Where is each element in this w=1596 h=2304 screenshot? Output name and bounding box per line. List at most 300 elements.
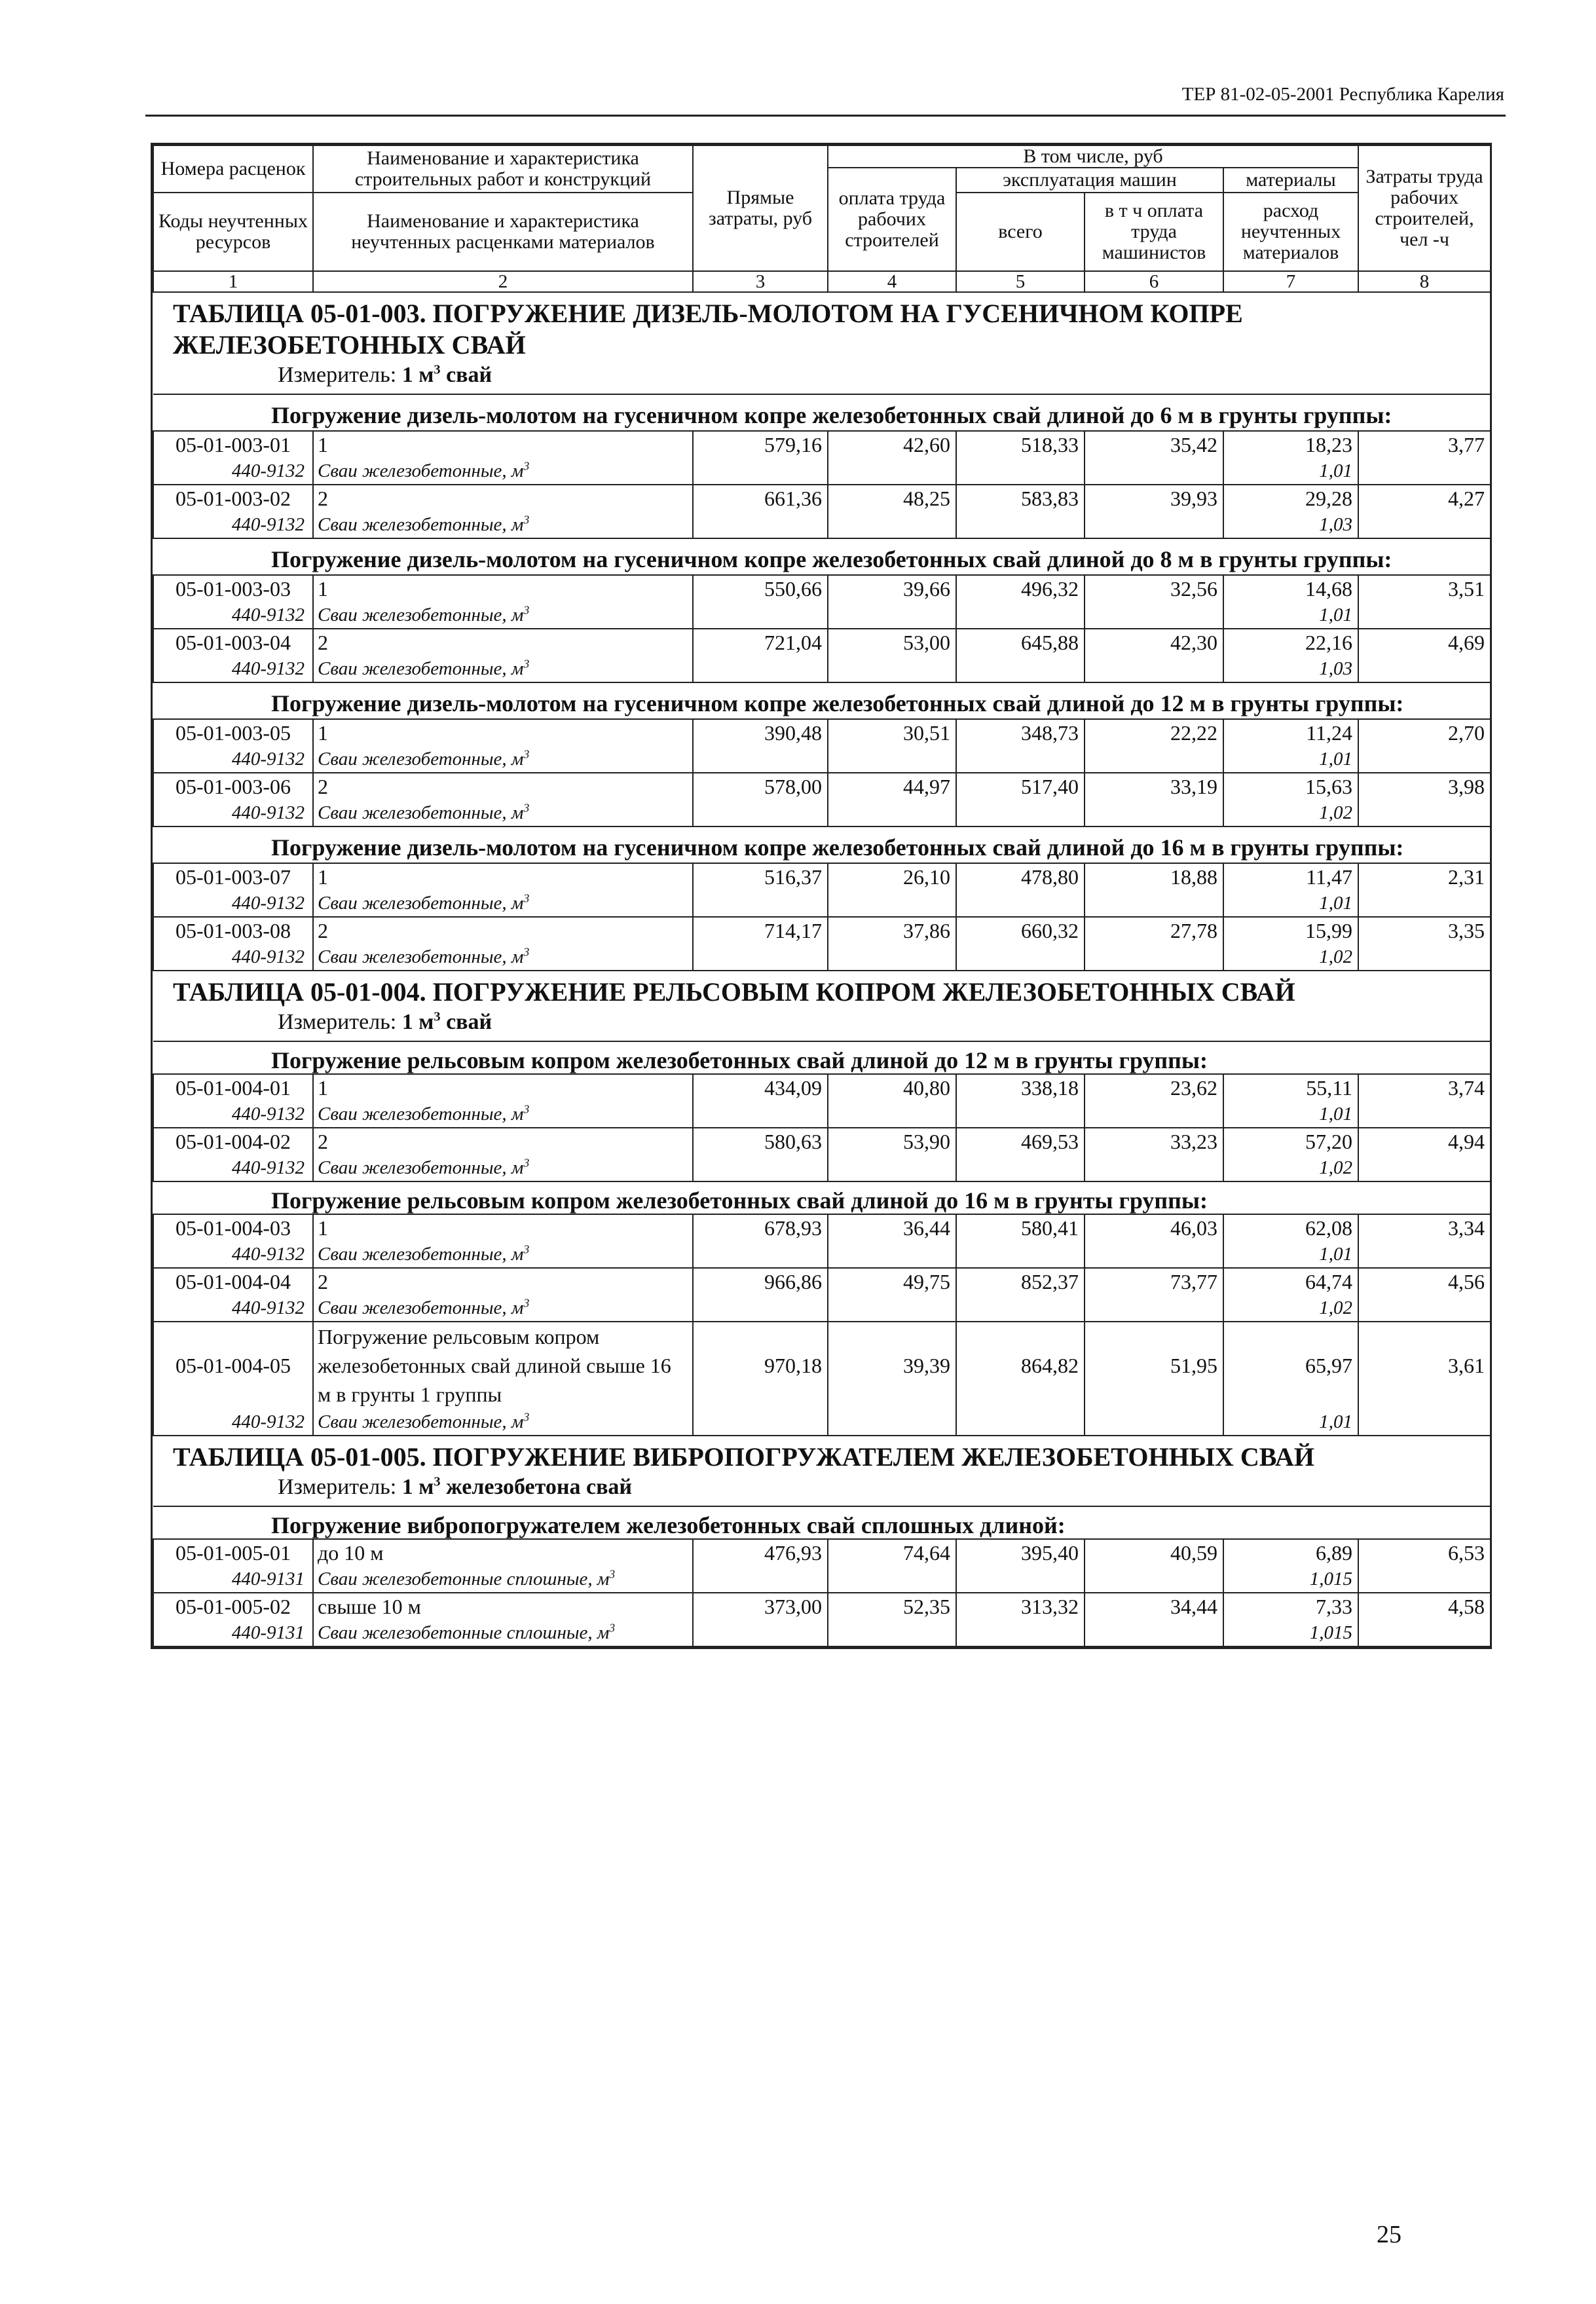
rate-code: 05-01-004-04 [153, 1268, 313, 1295]
measure-object: свай [440, 1010, 492, 1034]
measure-unit: 1 м [401, 363, 434, 387]
empty-cell [956, 800, 1085, 827]
materials-cost: 18,23 [1223, 431, 1358, 458]
empty-cell [693, 458, 828, 485]
machines-total: 478,80 [956, 863, 1085, 890]
labor-hours: 3,98 [1358, 773, 1491, 800]
direct-costs: 580,63 [693, 1128, 828, 1155]
rate-code: 05-01-004-02 [153, 1128, 313, 1155]
table-title-row [153, 292, 1491, 394]
rate-description: 2 [313, 1128, 693, 1155]
empty-cell [956, 1566, 1085, 1593]
resource-quantity: 1,01 [1223, 1409, 1358, 1436]
rate-row [153, 1128, 1491, 1155]
resource-code: 440-9132 [153, 1155, 313, 1181]
column-number: 3 [693, 271, 828, 292]
rates-table [153, 145, 1491, 1647]
labor-hours: 3,51 [1358, 575, 1491, 602]
empty-cell [828, 458, 956, 485]
resource-unit-exponent: 3 [523, 747, 530, 761]
table-header [153, 145, 1491, 292]
empty-cell [693, 746, 828, 773]
resource-name-text: Сваи железобетонные, м [318, 658, 524, 679]
empty-cell [693, 1155, 828, 1181]
direct-costs: 966,86 [693, 1268, 828, 1295]
rate-code: 05-01-003-06 [153, 773, 313, 800]
resource-name [313, 1566, 693, 1593]
table-title-row [153, 1436, 1491, 1506]
machines-total: 864,82 [956, 1322, 1085, 1409]
measure-unit-exponent: 3 [434, 1474, 441, 1489]
machines-total: 580,41 [956, 1214, 1085, 1241]
resource-quantity: 1,02 [1223, 1155, 1358, 1181]
resource-code: 440-9132 [153, 746, 313, 773]
resource-unit-exponent: 3 [523, 1156, 530, 1170]
col-rate-number-header: Номера расценок [153, 145, 313, 193]
resource-row [153, 1620, 1491, 1646]
materials-cost: 55,11 [1223, 1074, 1358, 1101]
resource-name-text: Сваи железобетонные, м [318, 946, 524, 967]
column-number: 4 [828, 271, 956, 292]
empty-cell [828, 1155, 956, 1181]
group-title-row [153, 1506, 1491, 1539]
direct-costs: 578,00 [693, 773, 828, 800]
resource-row [153, 511, 1491, 538]
materials-cost: 6,89 [1223, 1539, 1358, 1566]
labor-hours: 6,53 [1358, 1539, 1491, 1566]
rate-code: 05-01-003-08 [153, 917, 313, 944]
resource-code: 440-9132 [153, 602, 313, 629]
direct-costs: 678,93 [693, 1214, 828, 1241]
resource-quantity: 1,01 [1223, 458, 1358, 485]
empty-cell [1358, 1620, 1491, 1646]
measure-value [402, 363, 492, 387]
measure-object: железобетона свай [440, 1475, 633, 1499]
direct-costs: 721,04 [693, 629, 828, 656]
rate-description: 1 [313, 1074, 693, 1101]
group-title-row [153, 1181, 1491, 1214]
empty-cell [828, 1620, 956, 1646]
empty-cell [828, 656, 956, 682]
empty-cell [693, 1295, 828, 1322]
labor-hours: 3,74 [1358, 1074, 1491, 1101]
labor-hours: 3,35 [1358, 917, 1491, 944]
resource-quantity: 1,015 [1223, 1566, 1358, 1593]
column-numbers-row [153, 271, 1491, 292]
machinist-pay: 51,95 [1085, 1322, 1223, 1409]
empty-cell [956, 944, 1085, 971]
machinist-pay: 18,88 [1085, 863, 1223, 890]
rate-row [153, 1593, 1491, 1620]
empty-cell [1358, 1101, 1491, 1128]
labor-pay: 52,35 [828, 1593, 956, 1620]
empty-cell [828, 890, 956, 917]
empty-cell [956, 1295, 1085, 1322]
labor-pay: 74,64 [828, 1539, 956, 1566]
page-number: 25 [1377, 2221, 1401, 2248]
resource-unit-exponent: 3 [523, 1410, 530, 1424]
labor-hours: 4,58 [1358, 1593, 1491, 1620]
empty-cell [693, 890, 828, 917]
empty-cell [1085, 458, 1223, 485]
group-title-row [153, 682, 1491, 719]
machines-total: 518,33 [956, 431, 1085, 458]
empty-cell [956, 511, 1085, 538]
labor-pay: 53,90 [828, 1128, 956, 1155]
resource-name-text: Сваи железобетонные, м [318, 1411, 524, 1432]
resource-code: 440-9132 [153, 1295, 313, 1322]
measure-label: Измеритель: [278, 1010, 397, 1034]
empty-cell [1085, 1295, 1223, 1322]
empty-cell [1358, 1295, 1491, 1322]
resource-row [153, 656, 1491, 682]
resource-unit-exponent: 3 [523, 1102, 530, 1116]
resource-quantity: 1,01 [1223, 1241, 1358, 1268]
empty-cell [1085, 602, 1223, 629]
resource-name [313, 944, 693, 971]
rate-row [153, 1074, 1491, 1101]
empty-cell [1358, 458, 1491, 485]
table-title-cell [153, 292, 1491, 394]
empty-cell [828, 1409, 956, 1436]
table-title-row [153, 971, 1491, 1041]
group-title-row [153, 538, 1491, 575]
machinist-pay: 22,22 [1085, 719, 1223, 746]
col-resource-code-header: Коды неучтенных ресурсов [153, 193, 313, 271]
rate-code: 05-01-005-02 [153, 1593, 313, 1620]
resource-code: 440-9132 [153, 890, 313, 917]
resource-name [313, 800, 693, 827]
machinist-pay: 73,77 [1085, 1268, 1223, 1295]
rate-description: 1 [313, 863, 693, 890]
labor-pay: 53,00 [828, 629, 956, 656]
empty-cell [1358, 1155, 1491, 1181]
resource-unit-exponent: 3 [609, 1621, 616, 1635]
empty-cell [828, 1566, 956, 1593]
empty-cell [1358, 800, 1491, 827]
resource-unit-exponent: 3 [523, 801, 530, 815]
materials-cost: 15,63 [1223, 773, 1358, 800]
rate-code: 05-01-003-02 [153, 485, 313, 511]
empty-cell [828, 800, 956, 827]
resource-code: 440-9132 [153, 1101, 313, 1128]
labor-pay: 48,25 [828, 485, 956, 511]
labor-pay: 30,51 [828, 719, 956, 746]
rate-description: 2 [313, 629, 693, 656]
labor-hours: 3,61 [1358, 1322, 1491, 1409]
group-title-row [153, 1041, 1491, 1074]
direct-costs: 373,00 [693, 1593, 828, 1620]
rate-row [153, 629, 1491, 656]
resource-code: 440-9131 [153, 1620, 313, 1646]
labor-hours: 2,70 [1358, 719, 1491, 746]
resource-row [153, 1241, 1491, 1268]
column-number: 8 [1358, 271, 1491, 292]
machinist-pay: 35,42 [1085, 431, 1223, 458]
empty-cell [693, 800, 828, 827]
empty-cell [828, 1241, 956, 1268]
resource-name-text: Сваи железобетонные, м [318, 802, 524, 823]
table-measure [173, 1473, 1471, 1502]
measure-unit-exponent: 3 [434, 362, 441, 377]
column-number: 7 [1223, 271, 1358, 292]
empty-cell [1085, 656, 1223, 682]
resource-row [153, 1155, 1491, 1181]
rate-row [153, 773, 1491, 800]
machines-total: 469,53 [956, 1128, 1085, 1155]
direct-costs: 550,66 [693, 575, 828, 602]
machines-total: 517,40 [956, 773, 1085, 800]
rate-description: 1 [313, 431, 693, 458]
resource-name [313, 511, 693, 538]
rate-code: 05-01-003-05 [153, 719, 313, 746]
col-direct-costs-header: Прямые затраты, руб [693, 145, 828, 271]
group-title: Погружение дизель-молотом на гусеничном копре железобетонных свай длиной до 12 м в грунты группы: [153, 682, 1491, 719]
col-machinist-pay-header: в т ч оплата труда машинистов [1085, 193, 1223, 271]
group-title: Погружение дизель-молотом на гусеничном копре железобетонных свай длиной до 16 м в грунты группы: [153, 827, 1491, 863]
resource-code: 440-9132 [153, 1241, 313, 1268]
materials-cost: 64,74 [1223, 1268, 1358, 1295]
labor-pay: 26,10 [828, 863, 956, 890]
empty-cell [956, 602, 1085, 629]
materials-cost: 11,24 [1223, 719, 1358, 746]
resource-code: 440-9132 [153, 800, 313, 827]
rate-code: 05-01-003-07 [153, 863, 313, 890]
resource-name-text: Сваи железобетонные, м [318, 1244, 524, 1265]
labor-hours: 4,94 [1358, 1128, 1491, 1155]
machinist-pay: 42,30 [1085, 629, 1223, 656]
rate-row [153, 1539, 1491, 1566]
col-materials-header: материалы [1223, 168, 1358, 193]
empty-cell [693, 1241, 828, 1268]
resource-unit-exponent: 3 [523, 1242, 530, 1256]
resource-row [153, 746, 1491, 773]
table-title: ТАБЛИЦА 05-01-003. ПОГРУЖЕНИЕ ДИЗЕЛЬ-МОЛОТОМ НА ГУСЕНИЧНОМ КОПРЕ ЖЕЛЕЗОБЕТОННЫХ СВАЙ [173, 299, 1243, 360]
measure-unit-exponent: 3 [434, 1009, 441, 1024]
empty-cell [1085, 1241, 1223, 1268]
materials-cost: 15,99 [1223, 917, 1358, 944]
machinist-pay: 39,93 [1085, 485, 1223, 511]
resource-name-text: Сваи железобетонные, м [318, 514, 524, 535]
empty-cell [1358, 944, 1491, 971]
empty-cell [693, 656, 828, 682]
col-labor-pay-header: оплата труда рабочих строителей [828, 168, 956, 271]
rate-description: 2 [313, 485, 693, 511]
resource-quantity: 1,015 [1223, 1620, 1358, 1646]
col-machines-total-header: всего [956, 193, 1085, 271]
rate-row [153, 1268, 1491, 1295]
rates-table-frame [151, 143, 1492, 1649]
resource-name [313, 1155, 693, 1181]
rate-description: до 10 м [313, 1539, 693, 1566]
header-row-1 [153, 145, 1491, 168]
table-measure [173, 361, 1471, 390]
empty-cell [693, 944, 828, 971]
resource-unit-exponent: 3 [523, 459, 530, 473]
group-title-row [153, 827, 1491, 863]
resource-row [153, 602, 1491, 629]
rate-row [153, 719, 1491, 746]
labor-hours: 2,31 [1358, 863, 1491, 890]
rate-code: 05-01-004-05 [153, 1322, 313, 1409]
empty-cell [828, 511, 956, 538]
rate-description: 1 [313, 575, 693, 602]
resource-name-text: Сваи железобетонные, м [318, 1104, 524, 1124]
resource-quantity: 1,02 [1223, 800, 1358, 827]
resource-code: 440-9132 [153, 656, 313, 682]
group-title: Погружение рельсовым копром железобетонных свай длиной до 16 м в грунты группы: [153, 1181, 1491, 1214]
materials-cost: 57,20 [1223, 1128, 1358, 1155]
group-title: Погружение дизель-молотом на гусеничном копре железобетонных свай длиной до 8 м в грунты группы: [153, 538, 1491, 575]
table-title-cell [153, 971, 1491, 1041]
rate-description: 2 [313, 1268, 693, 1295]
machinist-pay: 40,59 [1085, 1539, 1223, 1566]
labor-pay: 37,86 [828, 917, 956, 944]
labor-hours: 3,77 [1358, 431, 1491, 458]
resource-name [313, 1241, 693, 1268]
document-header: ТЕР 81-02-05-2001 Республика Карелия [1181, 84, 1504, 105]
rate-code: 05-01-005-01 [153, 1539, 313, 1566]
empty-cell [1085, 944, 1223, 971]
materials-cost: 11,47 [1223, 863, 1358, 890]
column-number: 5 [956, 271, 1085, 292]
rate-description: 1 [313, 1214, 693, 1241]
labor-pay: 39,39 [828, 1322, 956, 1409]
resource-row [153, 1409, 1491, 1436]
empty-cell [1085, 1409, 1223, 1436]
machinist-pay: 27,78 [1085, 917, 1223, 944]
empty-cell [1358, 1409, 1491, 1436]
machines-total: 395,40 [956, 1539, 1085, 1566]
resource-quantity: 1,03 [1223, 511, 1358, 538]
resource-code: 440-9132 [153, 511, 313, 538]
empty-cell [1358, 602, 1491, 629]
table-body [153, 292, 1491, 1646]
empty-cell [956, 1241, 1085, 1268]
direct-costs: 434,09 [693, 1074, 828, 1101]
empty-cell [1085, 746, 1223, 773]
rate-code: 05-01-003-01 [153, 431, 313, 458]
resource-name [313, 458, 693, 485]
empty-cell [1085, 890, 1223, 917]
empty-cell [956, 746, 1085, 773]
empty-cell [956, 1620, 1085, 1646]
col-material-name-header: Наименование и характеристика неучтенных расценками материалов [313, 193, 693, 271]
rate-row [153, 1322, 1491, 1409]
resource-name-text: Сваи железобетонные, м [318, 1297, 524, 1318]
resource-quantity: 1,01 [1223, 1101, 1358, 1128]
header-rule [145, 115, 1506, 117]
rate-description: 2 [313, 773, 693, 800]
materials-cost: 62,08 [1223, 1214, 1358, 1241]
rate-description: свыше 10 м [313, 1593, 693, 1620]
rate-description: 1 [313, 719, 693, 746]
empty-cell [1358, 511, 1491, 538]
machines-total: 583,83 [956, 485, 1085, 511]
resource-quantity: 1,01 [1223, 890, 1358, 917]
machines-total: 852,37 [956, 1268, 1085, 1295]
labor-pay: 39,66 [828, 575, 956, 602]
labor-hours: 4,27 [1358, 485, 1491, 511]
resource-quantity: 1,02 [1223, 1295, 1358, 1322]
machinist-pay: 32,56 [1085, 575, 1223, 602]
measure-object: свай [440, 363, 492, 387]
rate-row [153, 1214, 1491, 1241]
resource-code: 440-9132 [153, 944, 313, 971]
group-title: Погружение дизель-молотом на гусеничном копре железобетонных свай длиной до 6 м в грунты группы: [153, 394, 1491, 431]
direct-costs: 661,36 [693, 485, 828, 511]
empty-cell [693, 1566, 828, 1593]
labor-pay: 40,80 [828, 1074, 956, 1101]
table-title: ТАБЛИЦА 05-01-005. ПОГРУЖЕНИЕ ВИБРОПОГРУЖАТЕЛЕМ ЖЕЛЕЗОБЕТОННЫХ СВАЙ [173, 1442, 1314, 1472]
machines-total: 660,32 [956, 917, 1085, 944]
machines-total: 313,32 [956, 1593, 1085, 1620]
direct-costs: 579,16 [693, 431, 828, 458]
col-labor-costs-header: Затраты труда рабочих строителей, чел -ч [1358, 145, 1491, 271]
resource-row [153, 944, 1491, 971]
group-title-row [153, 394, 1491, 431]
direct-costs: 476,93 [693, 1539, 828, 1566]
labor-pay: 36,44 [828, 1214, 956, 1241]
empty-cell [1085, 800, 1223, 827]
group-title: Погружение рельсовым копром железобетонных свай длиной до 12 м в грунты группы: [153, 1041, 1491, 1074]
resource-unit-exponent: 3 [523, 513, 530, 527]
resource-row [153, 1295, 1491, 1322]
resource-name [313, 746, 693, 773]
materials-cost: 22,16 [1223, 629, 1358, 656]
empty-cell [693, 511, 828, 538]
resource-name-text: Сваи железобетонные, м [318, 604, 524, 625]
table-measure [173, 1008, 1471, 1037]
machinist-pay: 46,03 [1085, 1214, 1223, 1241]
resource-row [153, 1566, 1491, 1593]
rate-row [153, 485, 1491, 511]
materials-cost: 14,68 [1223, 575, 1358, 602]
resource-code: 440-9132 [153, 458, 313, 485]
column-number: 6 [1085, 271, 1223, 292]
machines-total: 496,32 [956, 575, 1085, 602]
rate-description: 2 [313, 917, 693, 944]
col-machines-header: эксплуатация машин [956, 168, 1223, 193]
materials-cost: 65,97 [1223, 1322, 1358, 1409]
measure-label: Измеритель: [278, 1475, 397, 1499]
empty-cell [828, 944, 956, 971]
labor-hours: 4,69 [1358, 629, 1491, 656]
resource-unit-exponent: 3 [609, 1567, 616, 1581]
resource-name [313, 1101, 693, 1128]
direct-costs: 516,37 [693, 863, 828, 890]
resource-unit-exponent: 3 [523, 657, 530, 671]
resource-code: 440-9131 [153, 1566, 313, 1593]
col-material-usage-header: расход неучтенных материалов [1223, 193, 1358, 271]
empty-cell [1085, 1620, 1223, 1646]
table-title-cell [153, 1436, 1491, 1506]
rate-row [153, 431, 1491, 458]
rate-code: 05-01-004-03 [153, 1214, 313, 1241]
table-title: ТАБЛИЦА 05-01-004. ПОГРУЖЕНИЕ РЕЛЬСОВЫМ КОПРОМ ЖЕЛЕЗОБЕТОННЫХ СВАЙ [173, 977, 1295, 1007]
empty-cell [693, 602, 828, 629]
resource-row [153, 458, 1491, 485]
labor-hours: 4,56 [1358, 1268, 1491, 1295]
resource-name-text: Сваи железобетонные, м [318, 1157, 524, 1178]
resource-name [313, 1620, 693, 1646]
rate-code: 05-01-003-04 [153, 629, 313, 656]
empty-cell [956, 1101, 1085, 1128]
empty-cell [1085, 1566, 1223, 1593]
direct-costs: 390,48 [693, 719, 828, 746]
measure-unit: 1 м [401, 1475, 434, 1499]
column-number: 1 [153, 271, 313, 292]
